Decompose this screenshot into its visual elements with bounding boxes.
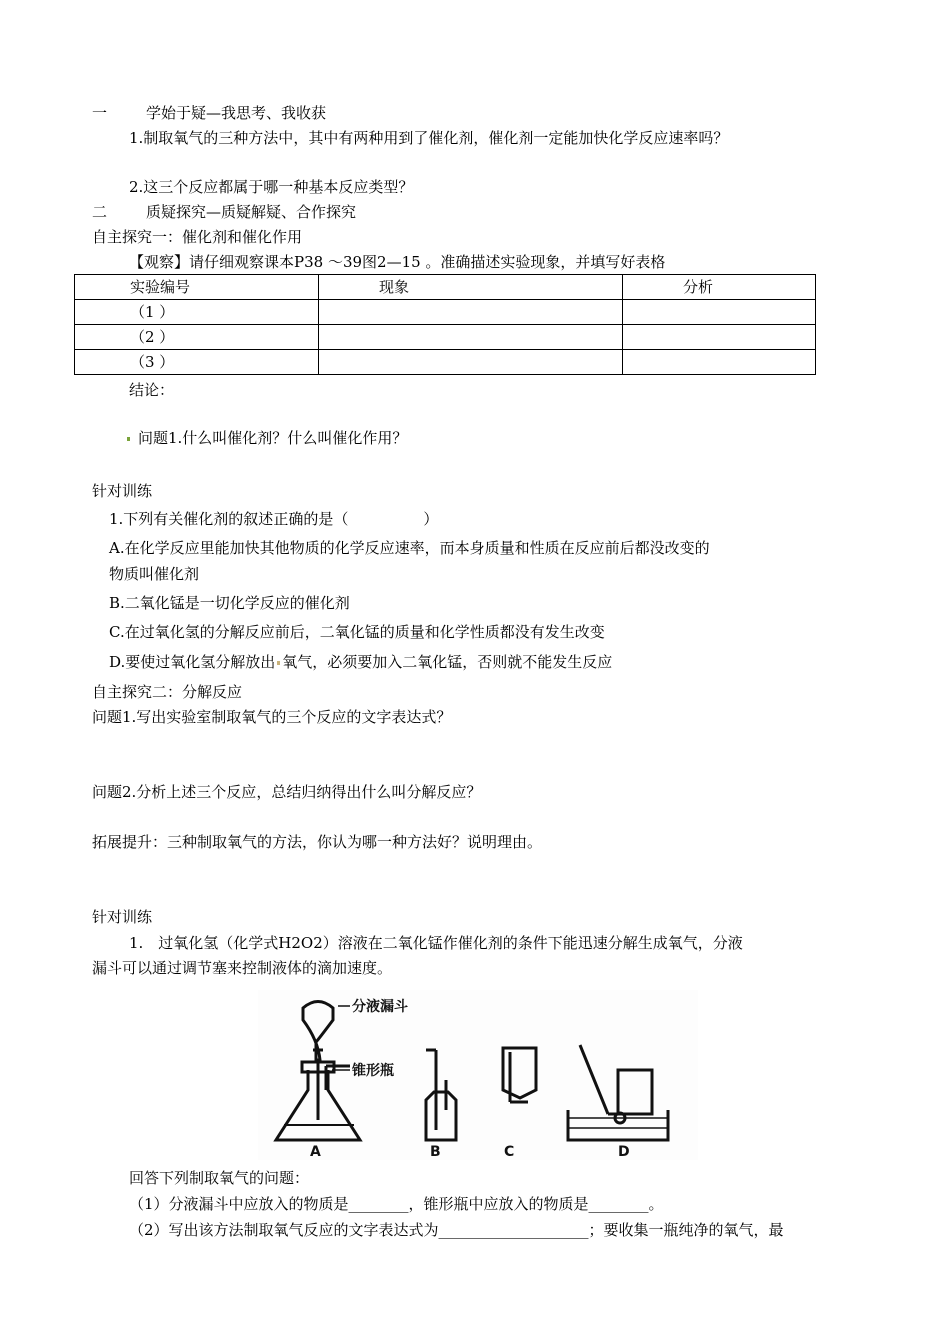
explore-1-heading: 自主探究一：催化剂和催化作用 <box>92 228 303 246</box>
answer-2: （2）写出该方法制取氧气反应的文字表达式为____________________；要收集一瓶纯净的氧气，最 <box>129 1221 784 1239</box>
mc-option-d-post: 氧气，必须要加入二氧化锰，否则就不能发生反应 <box>282 653 613 671</box>
section-2-title: 质疑探究—质疑解疑、合作探究 <box>146 203 357 221</box>
table-header: 现象 <box>319 275 623 300</box>
figure-label-b: B <box>430 1144 441 1160</box>
table-header-row <box>75 275 816 300</box>
mc-option-b: B.二氧化锰是一切化学反应的催化剂 <box>109 594 350 612</box>
table-row <box>75 325 816 350</box>
mark-dot-icon <box>277 661 280 665</box>
table-cell: （2 ） <box>75 325 319 350</box>
table-row <box>75 350 816 375</box>
table-cell: （3 ） <box>75 350 319 375</box>
mc-option-d <box>109 652 612 672</box>
answer-1: （1）分液漏斗中应放入的物质是________，锥形瓶中应放入的物质是________。 <box>129 1195 664 1213</box>
figure-label-a: A <box>310 1144 321 1160</box>
table-cell <box>319 300 623 325</box>
section-1-title: 学始于疑—我思考、我收获 <box>146 104 327 122</box>
funnel-label: 分液漏斗 <box>352 999 408 1015</box>
experiment-table <box>74 274 816 375</box>
training-heading-2: 针对训练 <box>92 908 153 926</box>
table-cell <box>319 350 623 375</box>
apparatus-figure <box>258 990 698 1160</box>
explore-2-question-1: 问题1.写出实验室制取氧气的三个反应的文字表达式？ <box>92 708 452 726</box>
explore-2-question-2: 问题2.分析上述三个反应，总结归纳得出什么叫分解反应？ <box>92 783 482 801</box>
training-heading-1: 针对训练 <box>92 482 153 500</box>
training-2-line-2: 漏斗可以通过调节塞来控制液体的滴加速度。 <box>92 959 393 977</box>
answer-intro: 回答下列制取氧气的问题： <box>129 1169 310 1187</box>
flask-label: 锥形瓶 <box>352 1063 394 1079</box>
observe-instruction: 【观察】请仔细观察课本P38 ～39图2—15 。准确描述实验现象，并填写好表格 <box>129 253 666 271</box>
mc-option-c: C.在过氧化氢的分解反应前后，二氧化锰的质量和化学性质都没有发生改变 <box>109 623 605 641</box>
table-header: 分析 <box>623 275 816 300</box>
mc-option-a-line1: A.在化学反应里能加快其他物质的化学反应速率，而本身质量和性质在反应前后都没改变的 <box>109 539 710 557</box>
figure-label-c: C <box>504 1144 515 1160</box>
mc-option-a-line2: 物质叫催化剂 <box>109 565 200 583</box>
section-2-number: 二 <box>92 203 108 221</box>
bullet-dot-icon <box>127 437 130 441</box>
training-2-line-1: 1. 过氧化氢（化学式H2O2）溶液在二氧化锰作催化剂的条件下能迅速分解生成氧气，分液 <box>129 934 743 952</box>
extension-prompt: 拓展提升：三种制取氧气的方法，你认为哪一种方法好？说明理由。 <box>92 833 543 851</box>
table-cell: （1 ） <box>75 300 319 325</box>
figure-label-d: D <box>618 1144 630 1160</box>
table-cell <box>623 350 816 375</box>
mc-option-d-pre: D.要使过氧化氢分解放出 <box>109 653 276 671</box>
table-row <box>75 300 816 325</box>
mc-stem: 1.下列有关催化剂的叙述正确的是（ ） <box>109 510 439 528</box>
question-1: 1.制取氧气的三种方法中，其中有两种用到了催化剂，催化剂一定能加快化学反应速率吗？ <box>129 129 729 147</box>
table-header: 实验编号 <box>75 275 319 300</box>
question-2: 2.这三个反应都属于哪一种基本反应类型？ <box>129 178 414 196</box>
problem-1 <box>127 428 407 448</box>
table-cell <box>623 325 816 350</box>
problem-1-text: 问题1.什么叫催化剂？什么叫催化作用？ <box>138 429 408 447</box>
section-1-number: 一 <box>92 104 108 122</box>
table-cell <box>623 300 816 325</box>
table-cell <box>319 325 623 350</box>
explore-2-heading: 自主探究二：分解反应 <box>92 683 243 701</box>
conclusion-label: 结论： <box>129 381 175 399</box>
